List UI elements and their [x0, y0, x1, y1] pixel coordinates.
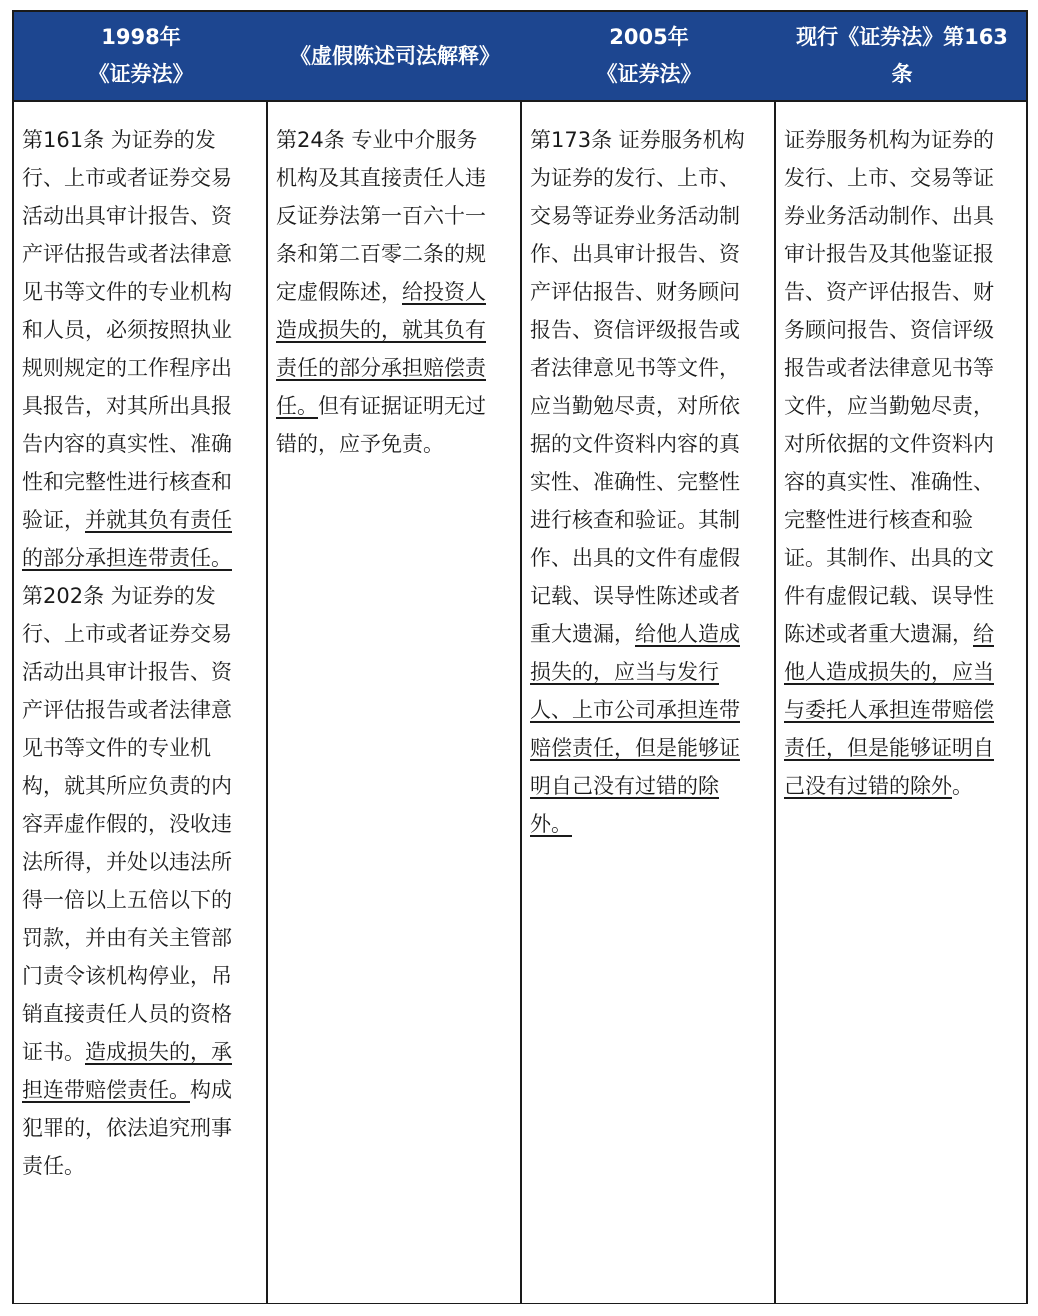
header-2005-line1: 2005年 [609, 25, 689, 49]
cell-1998-securities-law [22, 121, 244, 1185]
article-24-tail: 但有证据证明无过错的，应予免责。 [276, 394, 486, 456]
header-2005-line2: 《证券法》 [596, 62, 702, 86]
article-24-text: 第24条 专业中介服务机构及其直接责任人违反证券法第一百六十一条和第二百零二条的规定虚假陈述， [276, 128, 486, 304]
header-current-securities-law [776, 12, 1028, 100]
header-2005-securities-law [522, 12, 776, 100]
article-161-underlined: 并就其负有责任的部分承担连带责任。 [22, 508, 232, 570]
article-163-underlined: 给他人造成损失的，应当与委托人承担连带赔偿责任，但是能够证明自己没有过错的除外 [784, 622, 994, 798]
article-202-text: 第202条 为证券的发行、上市或者证券交易活动出具审计报告、资产评估报告或者法律意见书等文件的专业机构，就其所应负责的内容弄虚作假的，没收违法所得，并处以违法所得一倍以上五倍以下的罚款，并由有关主管部门责令该机构停业，吊销直接责任人员的资格证书。 [22, 584, 232, 1064]
article-163-text: 证券服务机构为证券的发行、上市、交易等证券业务活动制作、出具审计报告及其他鉴证报告、资产评估报告、财务顾问报告、资信评级报告或者法律意见书等文件，应当勤勉尽责，对所依据的文件资料内容的真实性、准确性、完整性进行核查和验证。其制作、出具的文件有虚假记载、误导性陈述或者重大遗漏， [784, 128, 994, 646]
article-173-underlined: 给他人造成损失的，应当与发行人、上市公司承担连带赔偿责任，但是能够证明自己没有过错的除外。 [530, 622, 740, 836]
article-163-tail: 。 [952, 774, 973, 798]
header-1998-securities-law [14, 12, 268, 100]
article-161-text: 第161条 为证券的发行、上市或者证券交易活动出具审计报告、资产评估报告或者法律意见书等文件的专业机构和人员，必须按照执业规则规定的工作程序出具报告，对其所出具报告内容的真实性、准确性和完整性进行核查和验证， [22, 128, 232, 532]
article-24-underlined: 给投资人造成损失的，就其负有责任的部分承担赔偿责任。 [276, 280, 486, 418]
header-1998-line1: 1998年 [101, 25, 181, 49]
article-161 [22, 121, 244, 577]
article-202-underlined: 造成损失的，承担连带赔偿责任。 [22, 1040, 232, 1102]
header-current-line1: 现行《证券法》第163 [796, 25, 1008, 49]
column-divider [266, 102, 268, 1303]
article-202-tail: 构成犯罪的，依法追究刑事责任。 [22, 1078, 232, 1178]
header-judicial-interpretation [268, 12, 522, 100]
article-24 [276, 121, 498, 463]
cell-judicial-interpretation [276, 121, 498, 463]
article-202 [22, 577, 244, 1185]
header-1998-line2: 《证券法》 [88, 62, 194, 86]
article-173-text: 第173条 证券服务机构为证券的发行、上市、交易等证券业务活动制作、出具审计报告、资产评估报告、财务顾问报告、资信评级报告或者法律意见书等文件，应当勤勉尽责，对所依据的文件资料内容的真实性、准确性、完整性进行核查和验证。其制作、出具的文件有虚假记载、误导性陈述或者重大遗漏， [530, 128, 745, 646]
column-divider [774, 102, 776, 1303]
table-header-row [14, 12, 1026, 102]
article-173 [530, 121, 752, 843]
cell-current-securities-law [784, 121, 1006, 805]
article-163 [784, 121, 1006, 805]
law-comparison-table [12, 10, 1028, 1304]
column-divider [520, 102, 522, 1303]
header-current-line2: 条 [891, 62, 913, 86]
cell-2005-securities-law [530, 121, 752, 843]
header-judicial-line1: 《虚假陈述司法解释》 [290, 43, 500, 68]
